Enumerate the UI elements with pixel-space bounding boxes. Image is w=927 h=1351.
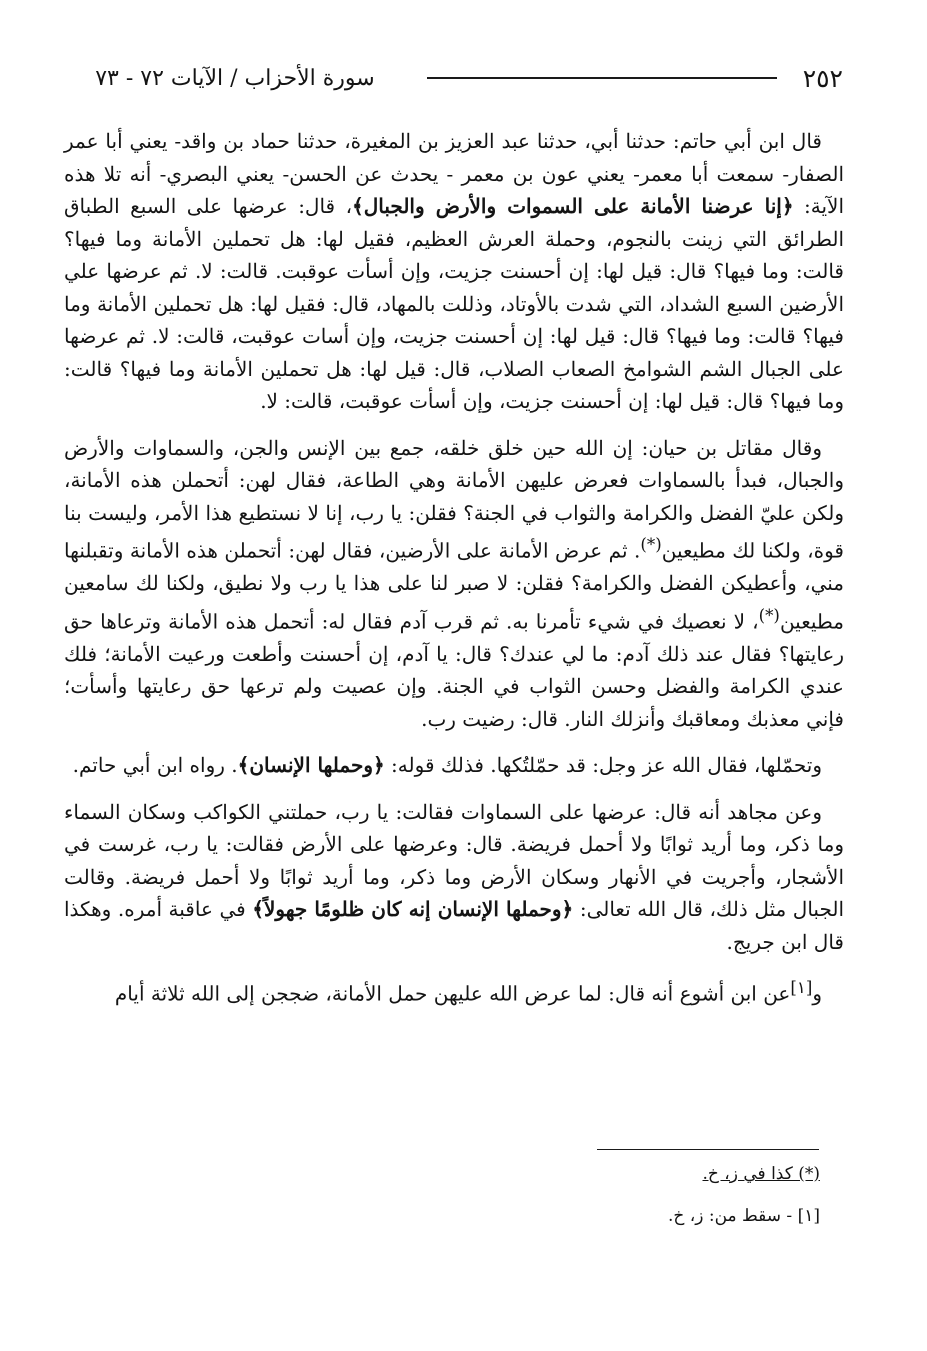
paragraph-text: عن ابن أشوع أنه قال: لما عرض الله عليهن حمل الأمانة، ضججن إلى الله ثلاثة أيام (114, 981, 791, 1006)
paragraph-text: في عاقبة أمره. وهكذا قال ابن جريج. (64, 897, 844, 954)
surah-title: سورة الأحزاب / الآيات ٧٢ - ٧٣ (95, 65, 375, 91)
paragraph-tahammala (64, 749, 844, 782)
footnote-ref: [١] (790, 978, 813, 998)
paragraph-mujahid (64, 796, 844, 959)
paragraph-text: و (812, 981, 822, 1006)
running-header (70, 60, 843, 96)
paragraph-text: وتحمّلها، فقال الله عز وجل: قد حمّلتُكها. فذلك قوله: (384, 753, 822, 778)
main-text (64, 125, 844, 1024)
paragraph-text: ، قال: عرضها على السبع الطباق الطرائق التي زينت بالنجوم، وحملة العرش العظيم، فقيل لها: هل تحملين الأمانة وما فيها؟ قالت: وما فيها؟ قال: قيل لها: إن أحسنت جزيت، وإن أسأت عوقبت. قالت: لا. ثم عرضها علي الأرضين السبع الشداد، التي شدت بالأوتاد، وذللت بالمهاد، قال: فقيل لها: هل تحملين الأمانة وما فيها؟ قالت: وما فيها؟ قال: قيل لها: إن أحسنت جزيت، وإن أسات عوقبت، قالت: لا. ثم عرضها على الجبال الشم الشوامخ الصعاب الصلاب، قال: قيل لها: هل تحملين الأمانة وما فيها؟ قالت: وما فيها؟ قال: قيل لها: إن أحسنت جزيت، وإن أسأت عوقبت، قالت: لا. (64, 194, 844, 413)
header-rule (427, 77, 777, 79)
paragraph-text: قال ابن أبي حاتم: حدثنا أبي، حدثنا عبد العزيز بن المغيرة، حدثنا حماد بن واقد- يعني أبا عمر الصفار- سمعت أبا معمر- يعني عون بن معمر - يحدث عن الحسن- يعني البصري- أنه تلا هذه الآية: (64, 129, 844, 218)
paragraph-text: ، لا نعصيك في شيء تأمرنا به. ثم قرب آدم فقال له: أتحمل هذه الأمانة وترعاها حق رعايتها؟ فقال عند ذلك آدم: ما لي عندك؟ قال: يا آدم، إن أحسنت وأطعت ورعيت الأمانة؛ فلك عندي الكرامة والفضل وحسن الثواب في الجنة. وإن عصيت ولم ترعها حق رعايتها وأسأت؛ فإني معذبك ومعاقبك وأنزلك النار. قال: رضيت رب. (64, 609, 844, 731)
paragraph-text: وعن مجاهد أنه قال: عرضها على السماوات فقالت: يا رب، حملتني الكواكب وسكان السماء وما ذكر، وما أريد ثوابًا ولا أحمل فريضة. قال: وعرضها على الأرض فقالت: يا رب، غرست في الأشجار، وأجريت في الأنهار وسكان الأرض وما ذكر، وما أريد ثوابًا ولا أحمل فريضة. وقالت الجبال مثل ذلك، قال الله تعالى: (64, 799, 845, 922)
paragraph-hasan (64, 125, 844, 418)
page-number: ٢٥٢ (802, 63, 843, 93)
quran-verse: ﴿إنا عرضنا الأمانة على السموات والأرض والجبال﴾ (352, 194, 794, 218)
paragraph-text: . ثم عرض الأمانة على الأرضين، فقال لهن: أتحملن هذه الأمانة وتقبلنها مني، وأعطيكن الفضل والكرامة؟ فقلن: لا صبر لنا على هذا يا رب ولا نطيق، ولكنا لك سامعين مطيعين (64, 538, 844, 634)
paragraph-ibn-ashwa (64, 972, 844, 1010)
paragraph-muqatil (64, 432, 844, 736)
footnote-separator (597, 1149, 819, 1150)
quran-verse: ﴿وحملها الإنسان إنه كان ظلومًا جهولاً﴾ (252, 897, 574, 922)
footnote-marker: (*) (758, 605, 780, 625)
footnote-one: [١] - سقط من: ز، خ. (667, 1206, 820, 1226)
paragraph-text: وقال مقاتل بن حيان: إن الله حين خلق خلقه، جمع بين الإنس والجن، والسماوات والأرض والجبال، فبدأ بالسماوات فعرض عليهن الأمانة وهي الطاعة، فقال لهن: أتحملن هذه الأمانة، ولكن عليّ الفضل والكرامة والثواب في الجنة؟ فقلن: يا رب، إنا لا نستطيع هذا الأمر، وليست بنا قوة، ولكنا لك مطيعين (64, 435, 844, 563)
quran-verse: ﴿وحملها الإنسان﴾ (237, 753, 385, 778)
footnote-star: (*) كذا في ز، خ. (702, 1164, 820, 1184)
footnote-marker: (*) (640, 535, 662, 554)
paragraph-text: . رواه ابن أبي حاتم. (72, 753, 238, 778)
footnotes (430, 1162, 820, 1246)
